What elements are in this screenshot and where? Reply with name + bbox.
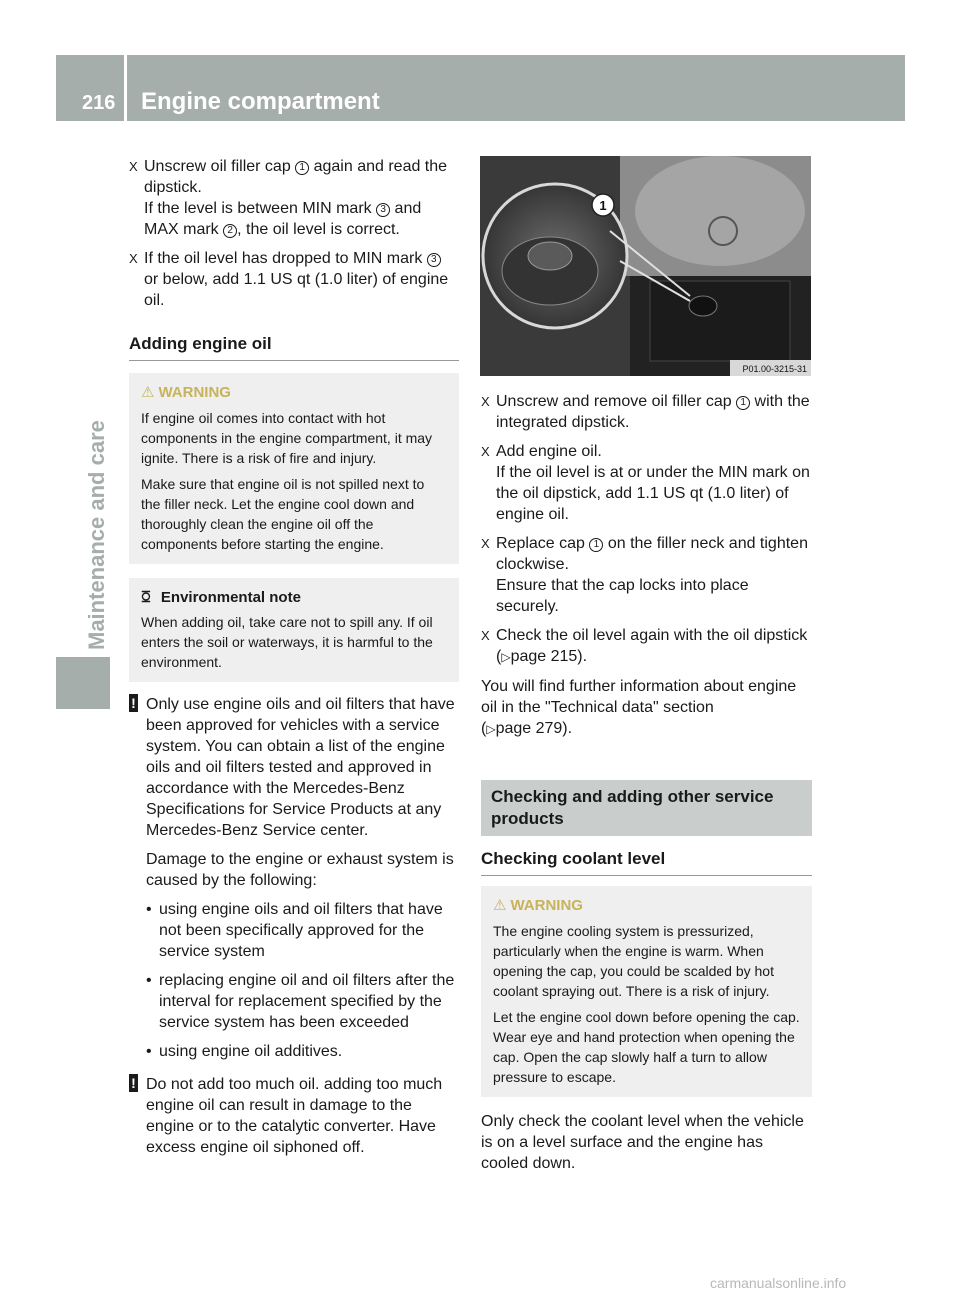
notice-icon: ! bbox=[129, 694, 138, 712]
step-oil-dropped bbox=[129, 248, 459, 311]
environmental-note-label bbox=[141, 588, 447, 608]
callout-1: 1 bbox=[295, 161, 309, 175]
step-unscrew-read bbox=[129, 156, 459, 240]
bullet-item bbox=[146, 970, 459, 1033]
bullet-dot: • bbox=[146, 972, 152, 989]
warning-text: The engine cooling system is pressurized, particularly when the engine is warm. When opening the cap, you could be scalded by hot coolant spraying out. There is a risk of injury. bbox=[493, 923, 774, 999]
page-ref-icon: ▷ bbox=[501, 650, 511, 664]
header-separator bbox=[124, 55, 127, 121]
left-column bbox=[129, 156, 459, 1158]
engine-oil-filler-photo bbox=[480, 156, 811, 376]
section-heading-coolant: Checking coolant level bbox=[481, 848, 812, 876]
step-arrow: X bbox=[481, 444, 490, 459]
page-number: 216 bbox=[82, 92, 116, 114]
step-arrow: X bbox=[129, 251, 138, 266]
page-ref-icon: ▷ bbox=[486, 722, 496, 736]
warning-triangle-icon: ⚠ bbox=[493, 897, 507, 914]
side-tab-label: Maintenance and care bbox=[84, 420, 109, 650]
step-text: If the oil level is at or under the MIN mark on the oil dipstick, add 1.1 US qt (1.0 liter) of engine oil. bbox=[496, 464, 810, 523]
bullet-item bbox=[146, 1041, 459, 1062]
callout-1: 1 bbox=[589, 538, 603, 552]
notice-text: Do not add too much oil. adding too much engine oil can result in damage to the engine or to the catalytic converter. Have excess engine oil siphoned off. bbox=[146, 1076, 443, 1156]
warning-text: Let the engine cool down before opening the cap. Wear eye and hand protection when opening the cap. Open the cap slowly half a turn to allow pressure to escape. bbox=[493, 1009, 800, 1085]
step-text: again and read the dipstick. bbox=[144, 158, 448, 196]
bullet-dot: • bbox=[146, 1043, 152, 1060]
warning-label bbox=[141, 383, 447, 403]
step-unscrew-remove bbox=[481, 391, 812, 433]
step-text: Unscrew and remove oil filler cap bbox=[496, 393, 737, 410]
photo-callout-1: 1 bbox=[599, 198, 607, 213]
step-arrow: X bbox=[481, 628, 490, 643]
notice-icon: ! bbox=[129, 1074, 138, 1092]
warning-label bbox=[493, 896, 800, 916]
notice-text: Damage to the engine or exhaust system is caused by the following: bbox=[146, 851, 454, 889]
callout-3: 3 bbox=[376, 203, 390, 217]
step-arrow: X bbox=[481, 536, 490, 551]
step-text: , the oil level is correct. bbox=[237, 221, 400, 238]
environmental-note-box bbox=[129, 578, 459, 682]
further-info bbox=[481, 676, 812, 740]
step-text: Replace cap bbox=[496, 535, 590, 552]
step-text: with the integrated dipstick. bbox=[496, 393, 810, 431]
step-replace-cap bbox=[481, 533, 812, 617]
step-text: Ensure that the cap locks into place securely. bbox=[496, 577, 749, 615]
step-text: Unscrew oil filler cap bbox=[144, 158, 296, 175]
page-title: Engine compartment bbox=[141, 88, 380, 115]
notice-text: Only use engine oils and oil filters that have been approved for vehicles with a service system. You can obtain a list of the engine oils and oil filters tested and approved in accordance with the Mercedes-Benz Specifications for Service Products at any Mercedes-Benz Service center. bbox=[146, 696, 455, 839]
leaf-icon: ꗞ bbox=[141, 589, 151, 606]
warning-label-text: WARNING bbox=[158, 384, 231, 401]
section-heading-adding-oil: Adding engine oil bbox=[129, 333, 459, 361]
warning-label-text: WARNING bbox=[510, 897, 583, 914]
further-info-text: page 279). bbox=[495, 720, 573, 737]
notice-approved-oils bbox=[129, 694, 459, 1062]
further-info-text: You will find further information about engine oil in the "Technical data" section bbox=[481, 678, 797, 716]
warning-box bbox=[129, 373, 459, 564]
bullet-text: using engine oils and oil filters that have not been specifically approved for the service system bbox=[159, 901, 443, 960]
callout-2: 2 bbox=[223, 224, 237, 238]
step-text: and MAX mark bbox=[144, 200, 422, 238]
step-text: Add engine oil. bbox=[496, 443, 602, 460]
step-text: on the filler neck and tighten clockwise. bbox=[496, 535, 808, 573]
further-info-text: ( bbox=[481, 720, 487, 737]
step-text: Check the oil level again with the oil dipstick ( bbox=[496, 627, 808, 665]
warning-text: If engine oil comes into contact with hot components in the engine compartment, it may ignite. There is a risk of fire and injury. bbox=[141, 410, 433, 466]
step-text: If the level is between MIN mark bbox=[144, 200, 377, 217]
coolant-instruction: Only check the coolant level when the vehicle is on a level surface and the engine has cooled down. bbox=[481, 1113, 804, 1172]
side-tab-block bbox=[56, 657, 110, 709]
step-text: page 215). bbox=[510, 648, 588, 665]
callout-1: 1 bbox=[736, 396, 750, 410]
warning-triangle-icon: ⚠ bbox=[141, 384, 155, 401]
right-column bbox=[481, 391, 812, 1174]
step-arrow: X bbox=[481, 394, 490, 409]
watermark: carmanualsonline.info bbox=[710, 1275, 847, 1291]
notice-too-much-oil bbox=[129, 1074, 459, 1158]
bullet-dot: • bbox=[146, 901, 152, 918]
step-check-again bbox=[481, 625, 812, 668]
bullet-item bbox=[146, 899, 459, 962]
bullet-text: replacing engine oil and oil filters after the interval for replacement specified by the service system has been exceeded bbox=[159, 972, 455, 1031]
warning-text: Make sure that engine oil is not spilled next to the filler neck. Let the engine cool down and thoroughly clean the engine oil off the components before starting the engine. bbox=[141, 476, 425, 552]
step-arrow: X bbox=[129, 159, 138, 174]
step-text: If the oil level has dropped to MIN mark bbox=[144, 250, 427, 267]
photo-code: P01.00-3215-31 bbox=[742, 364, 807, 374]
coolant-warning-box bbox=[481, 886, 812, 1097]
callout-3: 3 bbox=[427, 253, 441, 267]
step-text: or below, add 1.1 US qt (1.0 liter) of engine oil. bbox=[144, 271, 449, 309]
environmental-note-text: When adding oil, take care not to spill any. If oil enters the soil or waterways, it is harmful to the environment. bbox=[141, 614, 433, 670]
step-add-oil bbox=[481, 441, 812, 525]
section-title-bar: Checking and adding other service products bbox=[481, 780, 812, 836]
bullet-text: using engine oil additives. bbox=[159, 1043, 343, 1060]
env-label-text: Environmental note bbox=[160, 589, 301, 606]
